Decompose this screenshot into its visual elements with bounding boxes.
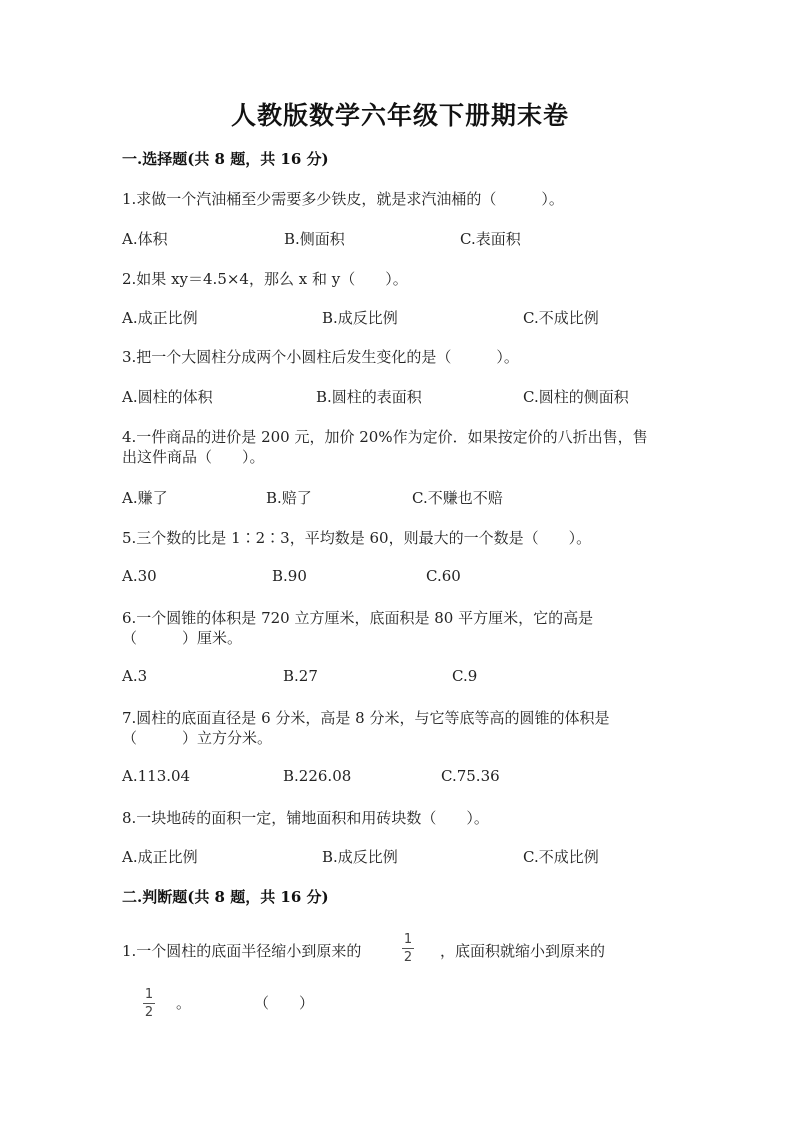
question-2-text: 2.如果 xy＝4.5×4，那么 x 和 y（ ）。 — [122, 270, 408, 288]
question-2-option-c: C.不成比例 — [523, 309, 599, 327]
question-7-text-line2: （ ）立方分米。 — [122, 729, 273, 747]
question-7-option-a: A.113.04 — [122, 767, 191, 785]
judgement-1-text-part3: 。 — [176, 994, 192, 1012]
fraction-bar — [402, 948, 414, 949]
section-heading-judgement: 二.判断题(共 8 题，共 16 分) — [122, 888, 329, 906]
fraction-numerator: 1 — [144, 987, 154, 1002]
question-5-option-a: A.30 — [122, 567, 157, 585]
question-8-text: 8.一块地砖的面积一定，铺地面积和用砖块数（ ）。 — [122, 809, 489, 827]
question-4-option-c: C.不赚也不赔 — [412, 489, 503, 507]
section-heading-choice: 一.选择题(共 8 题，共 16 分) — [122, 150, 329, 168]
question-2-option-b: B.成反比例 — [322, 309, 398, 327]
fraction-denominator: 2 — [144, 1005, 154, 1020]
question-4-option-b: B.赔了 — [266, 489, 312, 507]
question-1-option-b: B.侧面积 — [284, 230, 345, 248]
question-8-option-b: B.成反比例 — [322, 848, 398, 866]
question-3-option-b: B.圆柱的表面积 — [316, 388, 422, 406]
question-6-text-line1: 6.一个圆锥的体积是 720 立方厘米，底面积是 80 平方厘米，它的高是 — [122, 609, 594, 627]
judgement-1-text-part1: 1.一个圆柱的底面半径缩小到原来的 — [122, 942, 362, 960]
fraction-numerator: 1 — [403, 932, 413, 947]
question-1-text: 1.求做一个汽油桶至少需要多少铁皮，就是求汽油桶的（ ）。 — [122, 190, 564, 208]
question-6-option-a: A.3 — [122, 667, 148, 685]
answer-parentheses: （ ） — [254, 994, 315, 1012]
page-title: 人教版数学六年级下册期末卷 — [230, 101, 569, 130]
question-2-option-a: A.成正比例 — [122, 309, 198, 327]
question-6-option-c: C.9 — [452, 667, 478, 685]
fraction-one-half — [402, 932, 414, 965]
question-5-option-c: C.60 — [426, 567, 461, 585]
judgement-1-text-part2: ，底面积就缩小到原来的 — [440, 942, 606, 960]
question-4-text-line2: 出这件商品（ ）。 — [122, 448, 265, 466]
question-3-option-c: C.圆柱的侧面积 — [523, 388, 629, 406]
question-7-text-line1: 7.圆柱的底面直径是 6 分米，高是 8 分米，与它等底等高的圆锥的体积是 — [122, 709, 610, 727]
question-7-option-b: B.226.08 — [283, 767, 352, 785]
question-6-option-b: B.27 — [283, 667, 318, 685]
question-8-option-c: C.不成比例 — [523, 848, 599, 866]
question-5-text: 5.三个数的比是 1∶2∶3，平均数是 60，则最大的一个数是（ ）。 — [122, 529, 592, 547]
question-4-text-line1: 4.一件商品的进价是 200 元，加价 20%作为定价．如果按定价的八折出售，售 — [122, 428, 648, 446]
question-1-option-a: A.体积 — [122, 230, 168, 248]
fraction-one-half — [143, 987, 155, 1020]
question-3-option-a: A.圆柱的体积 — [122, 388, 213, 406]
question-8-option-a: A.成正比例 — [122, 848, 198, 866]
fraction-bar — [143, 1003, 155, 1004]
question-3-text: 3.把一个大圆柱分成两个小圆柱后发生变化的是（ ）。 — [122, 348, 519, 366]
question-6-text-line2: （ ）厘米。 — [122, 629, 243, 647]
question-4-option-a: A.赚了 — [122, 489, 168, 507]
question-5-option-b: B.90 — [272, 567, 307, 585]
fraction-denominator: 2 — [403, 950, 413, 965]
question-1-option-c: C.表面积 — [460, 230, 521, 248]
question-7-option-c: C.75.36 — [441, 767, 500, 785]
